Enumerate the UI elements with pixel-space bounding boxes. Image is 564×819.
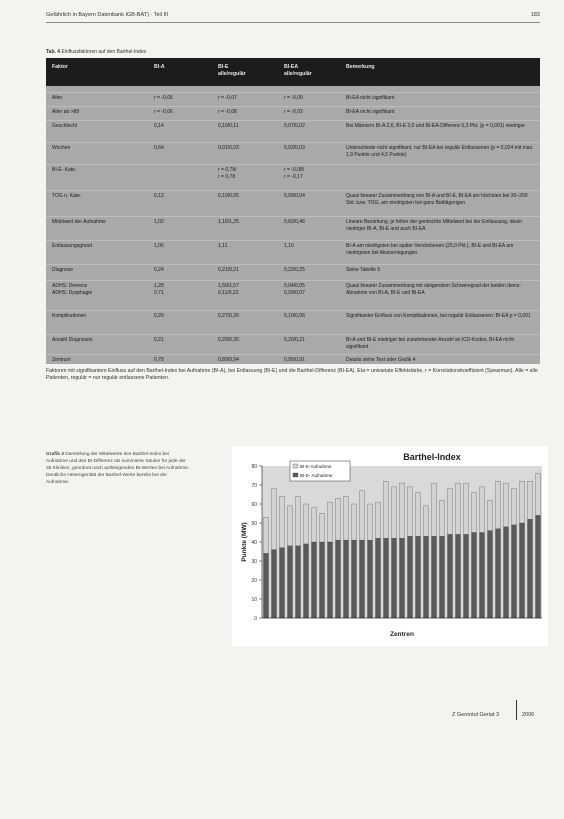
bar-bi-a [360, 540, 365, 618]
bar-bi-ea [400, 483, 405, 538]
bar-bi-a [376, 538, 381, 618]
table-row [46, 190, 540, 216]
bar-bi-ea [296, 496, 301, 545]
table-caption-label: Tab. 4 [46, 49, 61, 55]
factor-table [46, 58, 540, 364]
table-cell: r = -0,02 [284, 109, 303, 115]
y-tick-label: 10 [251, 597, 257, 603]
bar-bi-ea [408, 487, 413, 536]
table-cell: 0,01/0,03 [218, 145, 239, 151]
bar-bi-ea [456, 483, 461, 534]
table-cell: r = -0,08 [218, 109, 237, 115]
table-cell: 1,06 [154, 243, 164, 249]
header-bi-ea: BI-EA alle/regulär [284, 64, 312, 77]
bar-bi-a [480, 533, 485, 619]
table-cell: BI-EA nicht signifikant [346, 109, 395, 115]
y-tick-label: 80 [251, 464, 257, 470]
table-cell: 0,20/0,21 [284, 337, 305, 343]
footer-rule [516, 700, 517, 720]
figure-label: Grafik 3 [46, 452, 64, 457]
table-row [46, 142, 540, 164]
table-row [46, 240, 540, 264]
table-cell: 0,10/0,11 [218, 123, 239, 129]
bar-bi-ea [336, 498, 341, 540]
bar-bi-ea [368, 504, 373, 540]
bar-bi-a [264, 553, 269, 618]
table-cell: 1,28 0,71 [154, 283, 164, 296]
bar-bi-a [496, 529, 501, 618]
table-cell: r = -0,06 [154, 109, 173, 115]
bar-bi-a [296, 546, 301, 618]
table-cell: TOG n. Kate. [52, 193, 82, 199]
figure-caption [46, 452, 191, 487]
bar-bi-a [368, 540, 373, 618]
table-cell: Anzahl Diagnosen [52, 337, 93, 343]
bar-bi-ea [328, 502, 333, 542]
table-cell: 0,10/0,06 [284, 313, 305, 319]
table-row [46, 120, 540, 142]
table-row [46, 334, 540, 354]
bar-bi-ea [304, 504, 309, 544]
bar-bi-a [512, 525, 517, 618]
bar-bi-ea [272, 489, 277, 550]
table-cell: Quasi linearer Zusammenhang mit steigendem Schweregrad der beiden Items: Abnahme von BI-A, BI-E und BI-EA [346, 283, 521, 296]
table-cell: 0,26 [154, 313, 164, 319]
bar-bi-ea [480, 487, 485, 533]
table-cell: 0,95/0,91 [284, 357, 305, 363]
bar-bi-ea [536, 474, 541, 516]
footer-journal: Z Gerontol Geriat 3 [452, 712, 500, 718]
table-cell: Quasi linearer Zusammenhang von BI-A und BI-E, BI-EA am höchsten bei 30–200 Std. bzw. TOG, am niedrigsten bei ganz Bettlägerigen [346, 193, 528, 206]
table-cell: Signifikanter Einfluss von Komplikationen, bei regulär Entlassenen: BI-EA p = 0,001 [346, 313, 531, 319]
bar-bi-a [400, 538, 405, 618]
table-cell: 0,04/0,05 0,09/0,07 [284, 283, 305, 296]
bar-bi-ea [392, 487, 397, 538]
table-cell: r = -0,05 [154, 95, 173, 101]
table-row [46, 216, 540, 240]
bar-bi-ea [312, 508, 317, 542]
table-cell: Siehe Tabelle 5 [346, 267, 381, 273]
bar-bi-ea [360, 491, 365, 540]
table-cell: 0,64 [154, 145, 164, 151]
bar-bi-ea [320, 514, 325, 543]
y-tick-label: 70 [251, 483, 257, 489]
table-row [46, 280, 540, 310]
bar-bi-a [280, 548, 285, 618]
bar-bi-a [536, 515, 541, 618]
table-cell: 1,16/1,25 [218, 219, 239, 225]
page-number: 183 [530, 12, 540, 18]
legend-swatch-bi-ea [293, 464, 298, 468]
table-cell: Details siehe Text oder Grafik 4 [346, 357, 416, 363]
bar-bi-a [272, 550, 277, 618]
bar-bi-a [488, 531, 493, 618]
table-cell: Unterschiede nicht signifikant, nur BI-EA bei regulär Entlassenen (p = 0,024 mit max. 1,9 Punkte und 4,5 Punkte) [346, 145, 534, 158]
table-cell: 0,07/0,02 [284, 123, 305, 129]
table-row [46, 264, 540, 280]
legend-label: BI-E- Aufnahme [300, 473, 333, 478]
footer-year: 2006 [522, 712, 535, 718]
table-cell: r = -0,09 [284, 95, 303, 101]
table-cell: 0,14 [154, 123, 164, 129]
table-caption [46, 49, 146, 55]
bar-bi-ea [512, 489, 517, 525]
table-cell: 0,22/0,25 [284, 267, 305, 273]
table-cell: BI-E- Kate. [52, 167, 77, 173]
table-row [46, 106, 540, 120]
figure-caption-text: Darstellung der Mittelwerte des Barthel-Index bei Aufnahme und des BI-Differenz als summierte Säulen für jede der 35 Kliniken, geordnet nach aufsteigenden BI-Werten bei Aufnahme. Deutliche Heterogenität der Barthel-Werte bereits bei der Aufnahme. [46, 452, 190, 485]
table-row [46, 354, 540, 364]
bar-bi-ea [528, 481, 533, 519]
table-cell: 1,11 [218, 243, 228, 249]
x-axis-label: Zentren [390, 631, 414, 638]
header-remark: Bemerkung [346, 64, 375, 70]
table-cell: 0,24 [154, 267, 164, 273]
y-tick-label: 30 [251, 559, 257, 565]
bar-bi-ea [440, 500, 445, 536]
table-cell: Entlassungsgrund [52, 243, 93, 249]
bar-bi-a [440, 536, 445, 618]
running-head [46, 12, 540, 18]
table-cell: Alter ab >88 [52, 109, 80, 115]
table-row [46, 92, 540, 106]
table-cell: r = -0,07 [218, 95, 237, 101]
y-tick-label: 50 [251, 521, 257, 527]
bar-bi-ea [520, 481, 525, 523]
bar-bi-a [392, 538, 397, 618]
bar-bi-ea [504, 483, 509, 527]
bar-bi-a [432, 536, 437, 618]
table-cell: 0,09/0,04 [284, 193, 305, 199]
table-cell: 1,02 [154, 219, 164, 225]
bar-bi-ea [432, 483, 437, 536]
table-cell: BI-A am niedrigsten bei später Verstorbenen (25,0 Pkt.), BI-E und BI-EA am niedrigsten bei Akutverlegungen [346, 243, 514, 256]
bar-bi-ea [352, 504, 357, 540]
table-cell: Lineare Beziehung, je höher der gemischte Mittelwert bei der Entlassung, desto niedriger BI-A, BI-E und auch BI-EA [346, 219, 522, 232]
bar-bi-a [408, 536, 413, 618]
running-head-title: Gefährlich in Bayern Datenbank IGB-BAT) · Teil III [46, 12, 169, 18]
bar-bi-ea [376, 502, 381, 538]
chart-title: Barthel-Index [403, 452, 461, 462]
header-factor: Faktor [52, 64, 68, 70]
bar-bi-a [384, 538, 389, 618]
bar-bi-a [320, 542, 325, 618]
table-cell: Komplikationen [52, 313, 87, 319]
bar-bi-a [336, 540, 341, 618]
table-cell: BI-A und BI-E niedriger bei zunehmender Anzahl an ICD-Kodes, BI-EA nicht signifikant [346, 337, 514, 350]
bar-bi-ea [448, 489, 453, 535]
y-axis-label: Punkte (MW) [241, 522, 248, 562]
table-cell: Geschlecht [52, 123, 78, 129]
table-cell: Bei Männern BI-A 2,6, BI-E 3,0 und BI-EA-Differenz 0,3 Pkt. (p = 0,001) niedriger [346, 123, 526, 129]
header-bi-e: BI-E alle/regulär [218, 64, 246, 77]
bar-bi-a [456, 534, 461, 618]
bar-bi-a [312, 542, 317, 618]
bar-bi-a [520, 523, 525, 618]
table-cell: 0,02/0,03 [284, 145, 305, 151]
table-footnote: Faktoren mit signifikantem Einfluss auf den Barthel-Index bei Aufnahme (BI-A), bei Entlassung (BI-E) und die Barthel-Differenz (BI-EA). Eta = univariate Effektstärke, r = Korrelationskoeffizient (Spearman). Alle = alle Patienten, regulär = nur regulär entlassene Patienten. [46, 368, 538, 382]
bar-bi-ea [424, 506, 429, 536]
bar-bi-a [472, 533, 477, 619]
header-bi-a: BI-A [154, 64, 165, 70]
table-cell: Zentrum [52, 357, 71, 363]
table-cell: 0,21/0,21 [218, 267, 239, 273]
bar-bi-a [504, 527, 509, 618]
bar-bi-ea [496, 481, 501, 529]
table-cell: 0,89/0,94 [218, 357, 239, 363]
table-cell: 1,50/1,57 0,11/0,22 [218, 283, 239, 296]
table-cell: 0,78 [154, 357, 164, 363]
table-cell: Alter [52, 95, 63, 101]
table-cell: 0,21 [154, 337, 164, 343]
legend-label: BI-E-Aufnahme [300, 464, 332, 469]
bar-bi-a [344, 540, 349, 618]
bar-bi-ea [288, 506, 293, 546]
bar-bi-ea [264, 517, 269, 553]
bar-bi-a [352, 540, 357, 618]
bar-bi-ea [280, 496, 285, 547]
y-tick-label: 40 [251, 540, 257, 546]
y-tick-label: 20 [251, 578, 257, 584]
bar-bi-ea [472, 493, 477, 533]
bar-bi-ea [488, 500, 493, 530]
bar-bi-a [464, 534, 469, 618]
table-cell: 0,60/0,46 [284, 219, 305, 225]
barthel-index-chart [232, 446, 548, 646]
table-cell: Diagnose [52, 267, 74, 273]
bar-bi-ea [344, 496, 349, 540]
legend-swatch-bi-a [293, 473, 298, 477]
bar-bi-a [528, 519, 533, 618]
table-caption-text: Einflussfaktoren auf den Barthel-Index [61, 49, 147, 55]
bar-bi-ea [416, 493, 421, 537]
y-tick-label: 0 [254, 616, 257, 622]
header-rule [46, 22, 540, 23]
bar-bi-a [328, 542, 333, 618]
bar-bi-ea [464, 483, 469, 534]
table-cell: Mittelwert der Aufnahme [52, 219, 106, 225]
bar-bi-a [416, 536, 421, 618]
table-cell: 0,12 [154, 193, 164, 199]
y-tick-label: 60 [251, 502, 257, 508]
table-cell: r = 0,78/ r = 0,78 [218, 167, 237, 180]
table-cell: ADHS: Demenz ADHS: Dysphagie [52, 283, 93, 296]
bar-bi-a [288, 546, 293, 618]
table-cell: r = -0,08/ r = -0,17 [284, 167, 305, 180]
bar-bi-a [448, 534, 453, 618]
table-cell: 0,29/0,35 [218, 337, 239, 343]
table-header-row [46, 58, 540, 86]
table-cell: 1,10 [284, 243, 294, 249]
bar-bi-a [424, 536, 429, 618]
table-row [46, 164, 540, 190]
table-cell: 0,27/0,26 [218, 313, 239, 319]
table-cell: 0,10/0,05 [218, 193, 239, 199]
table-row [46, 310, 540, 334]
table-cell: BI-EA nicht signifikant [346, 95, 395, 101]
bar-bi-ea [384, 481, 389, 538]
bar-bi-a [304, 544, 309, 618]
table-cell: Wochen [52, 145, 71, 151]
